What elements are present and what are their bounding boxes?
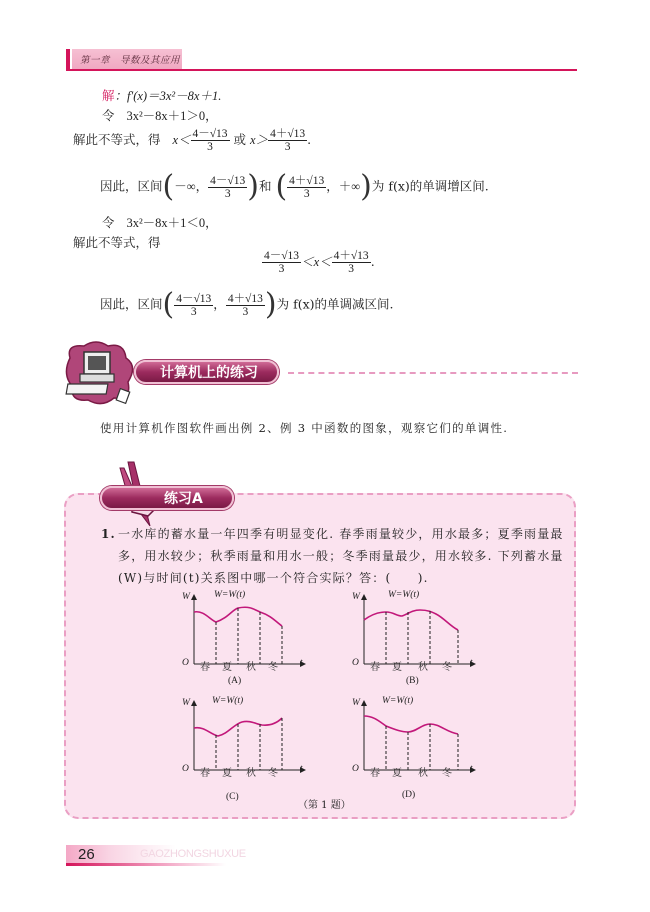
- solution-line-3: 解此不等式，得 x＜ $\frac{4-√13}{3}$ 或 x＞ $\frac{4+√13}{3}$ .: [73, 128, 312, 153]
- graph-caption: (A): [228, 676, 242, 686]
- page-number: 26: [78, 846, 95, 863]
- solution-line-1: 解：f′(x)＝3x²－8x＋1.: [102, 88, 222, 103]
- footer-brand: GAOZHONGSHUXUE: [140, 848, 246, 860]
- fraction: $\frac{4+√13}{3}$: [270, 128, 306, 153]
- graph-caption: (B): [406, 676, 419, 686]
- graph-caption: (C): [226, 792, 239, 802]
- fraction: $\frac{4-√13}{3}$: [192, 128, 228, 153]
- chapter-header-bar: [66, 49, 70, 69]
- solution-line-7: $\frac{4-√13}{3}$ ＜x＜ $\frac{4+√13}{3}$ .: [264, 250, 375, 275]
- graph-c: W W=W(t) O t 春 夏 秋 冬 (C): [172, 698, 312, 798]
- exercise-a-banner: [100, 486, 234, 510]
- banner-dashed-line: [288, 372, 578, 374]
- computer-practice-text: 使用计算机作图软件画出例 2、例 3 中函数的图象，观察它们的单调性.: [100, 421, 509, 435]
- graph-d: W W=W(t) O t 春 夏 秋 冬 (D): [342, 698, 482, 798]
- question-number: 1.: [101, 527, 116, 541]
- fraction: $\frac{4+√13}{3}$: [289, 174, 325, 200]
- computer-icon: [62, 338, 142, 410]
- question-line-2: 多，用水较少；秋季雨量和用水一般；冬季雨量最少，用水较多. 下列蓄水量: [118, 549, 564, 563]
- solution-label: 解: [102, 88, 115, 103]
- graph-caption: (D): [402, 790, 416, 800]
- question-line-1: 一水库的蓄水量一年四季有明显变化. 春季雨量较少，用水最多；夏季雨量最: [118, 527, 564, 541]
- solution-line-6: 解此不等式，得: [73, 235, 161, 250]
- solution-line-5: 令 3x²－8x＋1＜0，: [102, 215, 218, 230]
- fraction: $\frac{4+√13}{3}$: [227, 292, 263, 318]
- solution-line-8: 因此，区间( $\frac{4-√13}{3}$ ， $\frac{4+√13}{3}$ )为 f(x)的单调减区间.: [100, 287, 394, 322]
- solution-line-4: 因此，区间(－∞， $\frac{4-√13}{3}$ )和 ( $\frac{4+√13}{3}$ ，＋∞)为 f(x)的单调增区间.: [100, 169, 489, 204]
- computer-practice-title: 计算机上的练习: [160, 365, 258, 381]
- graph-a: W W=W(t) O t 春 夏 秋 冬 (A): [172, 592, 312, 692]
- fraction: $\frac{4-√13}{3}$: [176, 292, 212, 318]
- fraction: $\frac{4-√13}{3}$: [210, 174, 246, 200]
- fraction: $\frac{4-√13}{3}$: [264, 250, 300, 275]
- header-divider: [66, 69, 577, 71]
- chapter-title: 第一章 导数及其应用: [80, 55, 181, 66]
- figure-caption: （第 1 题）: [298, 800, 351, 811]
- exercise-a-title: 练习A: [164, 491, 203, 507]
- fraction: $\frac{4+√13}{3}$: [333, 250, 369, 275]
- graph-b: W W=W(t) O t 春 夏 秋 冬 (B): [342, 592, 482, 692]
- footer-line: [66, 863, 226, 866]
- question-line-3: (W)与时间(t)关系图中哪一个符合实际？答：( ).: [118, 571, 429, 585]
- solution-line-2: 令 3x²－8x＋1＞0，: [102, 108, 218, 123]
- computer-practice-banner: [134, 360, 279, 384]
